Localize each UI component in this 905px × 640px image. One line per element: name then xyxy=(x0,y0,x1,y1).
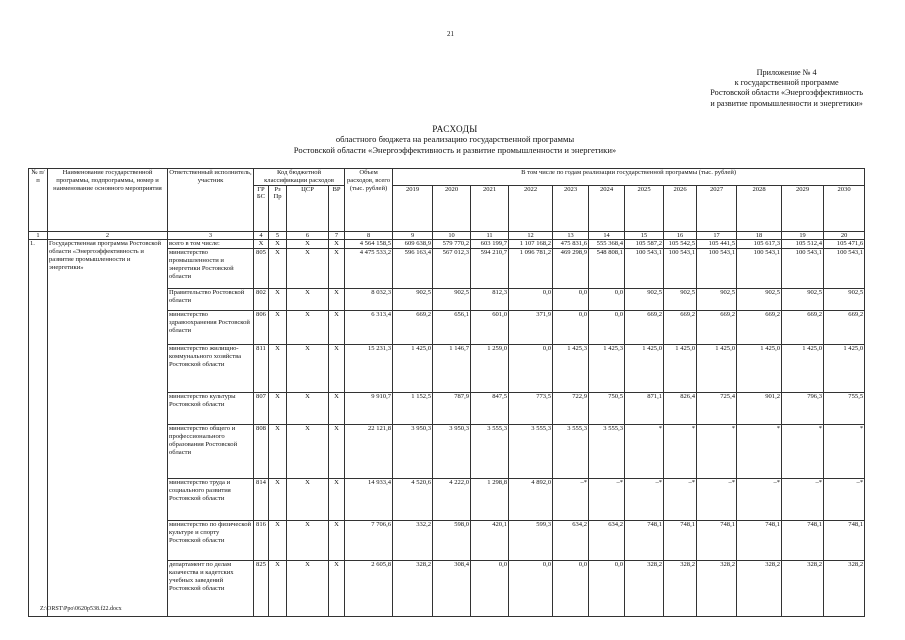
header-year: 2028 xyxy=(737,185,782,231)
csr-cell: Х xyxy=(287,289,329,311)
grbs-cell: 805 xyxy=(254,249,269,289)
appendix-note xyxy=(710,68,863,109)
year-value-cell: 105 587,2 xyxy=(625,240,664,249)
vr-cell: Х xyxy=(329,521,345,561)
header-name: Наименование государственной программы, подпрограммы, номер и наименование основного мероприятия xyxy=(48,169,168,232)
csr-cell: Х xyxy=(287,561,329,617)
year-value-cell: 669,2 xyxy=(782,311,824,345)
grbs-cell: 814 xyxy=(254,479,269,521)
year-value-cell: 1 425,0 xyxy=(824,345,865,393)
year-value-cell: 0,0 xyxy=(509,561,553,617)
year-value-cell: 755,5 xyxy=(824,393,865,425)
year-value-cell: 871,1 xyxy=(625,393,664,425)
year-value-cell: 1 096 781,2 xyxy=(509,249,553,289)
year-value-cell: 328,2 xyxy=(824,561,865,617)
year-value-cell: 669,2 xyxy=(737,311,782,345)
year-value-cell: 105 471,6 xyxy=(824,240,865,249)
year-value-cell: 796,3 xyxy=(782,393,824,425)
year-value-cell: 4 222,0 xyxy=(433,479,471,521)
csr-cell: Х xyxy=(287,240,329,249)
year-value-cell: 656,1 xyxy=(433,311,471,345)
executor-cell: министерство по физической культуре и спорту Ростовской области xyxy=(168,521,254,561)
grbs-cell: 811 xyxy=(254,345,269,393)
year-value-cell: 469 298,9 xyxy=(553,249,589,289)
column-number: 2 xyxy=(48,231,168,240)
column-number: 18 xyxy=(737,231,782,240)
year-value-cell: 1 425,0 xyxy=(782,345,824,393)
year-value-cell: –* xyxy=(824,479,865,521)
year-value-cell: * xyxy=(625,425,664,479)
header-grbs: ГР БС xyxy=(254,185,269,231)
rzpr-cell: Х xyxy=(269,240,287,249)
year-value-cell: 0,0 xyxy=(509,345,553,393)
total-cell: 7 706,6 xyxy=(345,521,393,561)
year-value-cell: 328,2 xyxy=(782,561,824,617)
year-value-cell: 748,1 xyxy=(824,521,865,561)
vr-cell: Х xyxy=(329,240,345,249)
year-value-cell: * xyxy=(824,425,865,479)
total-cell: 14 933,4 xyxy=(345,479,393,521)
header-years-group: В том числе по годам реализации государственной программы (тыс. рублей) xyxy=(393,169,865,186)
csr-cell: Х xyxy=(287,393,329,425)
total-cell: 8 032,3 xyxy=(345,289,393,311)
rzpr-cell: Х xyxy=(269,425,287,479)
year-value-cell: 3 555,3 xyxy=(553,425,589,479)
rzpr-cell: Х xyxy=(269,561,287,617)
year-value-cell: 596 163,4 xyxy=(393,249,433,289)
year-value-cell: 598,0 xyxy=(433,521,471,561)
year-value-cell: 328,2 xyxy=(625,561,664,617)
executor-cell: министерство общего и профессионального образования Ростовской области xyxy=(168,425,254,479)
title-line: РАСХОДЫ xyxy=(432,124,478,134)
year-value-cell: 1 425,0 xyxy=(393,345,433,393)
year-value-cell: * xyxy=(697,425,737,479)
year-value-cell: 4 520,6 xyxy=(393,479,433,521)
appendix-line: Приложение № 4 xyxy=(756,68,817,77)
header-year: 2026 xyxy=(664,185,697,231)
rzpr-cell: Х xyxy=(269,249,287,289)
vr-cell: Х xyxy=(329,311,345,345)
vr-cell: Х xyxy=(329,561,345,617)
year-value-cell: 100 543,1 xyxy=(824,249,865,289)
year-value-cell: 0,0 xyxy=(589,311,625,345)
executor-cell: министерство промышленности и энергетики Ростовской области xyxy=(168,249,254,289)
year-value-cell: 902,5 xyxy=(433,289,471,311)
total-cell: 15 231,3 xyxy=(345,345,393,393)
column-number: 4 xyxy=(254,231,269,240)
year-value-cell: 308,4 xyxy=(433,561,471,617)
header-year: 2023 xyxy=(553,185,589,231)
vr-cell: Х xyxy=(329,289,345,311)
year-value-cell: 902,5 xyxy=(393,289,433,311)
table-row xyxy=(29,240,865,249)
vr-cell: Х xyxy=(329,393,345,425)
year-value-cell: 3 555,3 xyxy=(471,425,509,479)
year-value-cell: 603 199,7 xyxy=(471,240,509,249)
year-value-cell: 1 298,8 xyxy=(471,479,509,521)
year-value-cell: –* xyxy=(589,479,625,521)
grbs-cell: 807 xyxy=(254,393,269,425)
file-path: Z:\ORST\Ppo\0620p538.f22.docx xyxy=(40,606,122,612)
year-value-cell: 3 555,3 xyxy=(589,425,625,479)
year-value-cell: 3 950,3 xyxy=(393,425,433,479)
header-executor: Ответственный исполнитель, участник xyxy=(168,169,254,232)
csr-cell: Х xyxy=(287,479,329,521)
column-number-row xyxy=(29,231,865,240)
program-number: 1. xyxy=(29,240,48,617)
year-value-cell: 750,5 xyxy=(589,393,625,425)
year-value-cell: 748,1 xyxy=(737,521,782,561)
csr-cell: Х xyxy=(287,311,329,345)
executor-cell: министерство жилищно-коммунального хозяйства Ростовской области xyxy=(168,345,254,393)
rzpr-cell: Х xyxy=(269,393,287,425)
header-year: 2019 xyxy=(393,185,433,231)
year-value-cell: 634,2 xyxy=(589,521,625,561)
year-value-cell: 100 543,1 xyxy=(625,249,664,289)
rzpr-cell: Х xyxy=(269,345,287,393)
year-value-cell: 555 368,4 xyxy=(589,240,625,249)
year-value-cell: 420,1 xyxy=(471,521,509,561)
column-number: 14 xyxy=(589,231,625,240)
year-value-cell: * xyxy=(737,425,782,479)
year-value-cell: 475 831,6 xyxy=(553,240,589,249)
year-value-cell: 773,5 xyxy=(509,393,553,425)
year-value-cell: 371,9 xyxy=(509,311,553,345)
year-value-cell: 105 617,3 xyxy=(737,240,782,249)
year-value-cell: 748,1 xyxy=(664,521,697,561)
header-year: 2025 xyxy=(625,185,664,231)
header-row xyxy=(29,169,865,186)
year-value-cell: 0,0 xyxy=(509,289,553,311)
year-value-cell: 748,1 xyxy=(697,521,737,561)
year-value-cell: 609 638,9 xyxy=(393,240,433,249)
grbs-cell: 825 xyxy=(254,561,269,617)
year-value-cell: 748,1 xyxy=(782,521,824,561)
rzpr-cell: Х xyxy=(269,289,287,311)
program-name: Государственная программа Ростовской области «Энергоэффективность и развитие промышленности и энергетики» xyxy=(48,240,168,617)
year-value-cell: 722,9 xyxy=(553,393,589,425)
title-line: Ростовской области «Энергоэффективность и развитие промышленности и энергетики» xyxy=(293,144,617,155)
year-value-cell: 669,2 xyxy=(625,311,664,345)
year-value-cell: 787,9 xyxy=(433,393,471,425)
year-value-cell: 634,2 xyxy=(553,521,589,561)
year-value-cell: 847,5 xyxy=(471,393,509,425)
executor-cell: министерство здравоохранения Ростовской области xyxy=(168,311,254,345)
year-value-cell: 748,1 xyxy=(625,521,664,561)
header-year: 2029 xyxy=(782,185,824,231)
year-value-cell: 105 542,5 xyxy=(664,240,697,249)
executor-cell: министерство труда и социального развития Ростовской области xyxy=(168,479,254,521)
grbs-cell: 808 xyxy=(254,425,269,479)
year-value-cell: 328,2 xyxy=(664,561,697,617)
grbs-cell: 802 xyxy=(254,289,269,311)
year-value-cell: 594 210,7 xyxy=(471,249,509,289)
header-rzpr: Рз Пр xyxy=(269,185,287,231)
column-number: 16 xyxy=(664,231,697,240)
column-number: 7 xyxy=(329,231,345,240)
year-value-cell: 1 425,3 xyxy=(589,345,625,393)
column-number: 11 xyxy=(471,231,509,240)
year-value-cell: 669,2 xyxy=(824,311,865,345)
header-year: 2021 xyxy=(471,185,509,231)
rzpr-cell: Х xyxy=(269,311,287,345)
vr-cell: Х xyxy=(329,345,345,393)
year-value-cell: 725,4 xyxy=(697,393,737,425)
csr-cell: Х xyxy=(287,249,329,289)
year-value-cell: 901,2 xyxy=(737,393,782,425)
year-value-cell: 1 146,7 xyxy=(433,345,471,393)
header-year: 2020 xyxy=(433,185,471,231)
year-value-cell: 1 425,0 xyxy=(697,345,737,393)
column-number: 17 xyxy=(697,231,737,240)
header-csr: ЦСР xyxy=(287,185,329,231)
year-value-cell: 599,3 xyxy=(509,521,553,561)
year-value-cell: 0,0 xyxy=(553,561,589,617)
header-volume: Объем расходов, всего (тыс. рублей) xyxy=(345,169,393,232)
csr-cell: Х xyxy=(287,345,329,393)
column-number: 1 xyxy=(29,231,48,240)
header-year: 2022 xyxy=(509,185,553,231)
document-title xyxy=(230,124,680,155)
year-value-cell: 548 808,1 xyxy=(589,249,625,289)
year-value-cell: 601,0 xyxy=(471,311,509,345)
column-number: 10 xyxy=(433,231,471,240)
year-value-cell: 100 543,1 xyxy=(737,249,782,289)
year-value-cell: 0,0 xyxy=(553,311,589,345)
csr-cell: Х xyxy=(287,521,329,561)
year-value-cell: 669,2 xyxy=(664,311,697,345)
year-value-cell: –* xyxy=(664,479,697,521)
total-cell: 22 121,8 xyxy=(345,425,393,479)
column-number: 13 xyxy=(553,231,589,240)
year-value-cell: –* xyxy=(553,479,589,521)
header-num: № п/п xyxy=(29,169,48,232)
grbs-cell: Х xyxy=(254,240,269,249)
title-line: областного бюджета на реализацию государственной программы xyxy=(335,134,575,145)
year-value-cell: 0,0 xyxy=(589,289,625,311)
year-value-cell: 1 425,0 xyxy=(664,345,697,393)
year-value-cell: 902,5 xyxy=(824,289,865,311)
year-value-cell: 0,0 xyxy=(553,289,589,311)
column-number: 19 xyxy=(782,231,824,240)
rzpr-cell: Х xyxy=(269,521,287,561)
year-value-cell: 328,2 xyxy=(393,561,433,617)
column-number: 3 xyxy=(168,231,254,240)
year-value-cell: 902,5 xyxy=(782,289,824,311)
appendix-line: и развитие промышленности и энергетики» xyxy=(710,98,863,108)
year-value-cell: 105 441,5 xyxy=(697,240,737,249)
year-value-cell: 0,0 xyxy=(471,561,509,617)
year-value-cell: 1 152,5 xyxy=(393,393,433,425)
column-number: 12 xyxy=(509,231,553,240)
year-value-cell: 328,2 xyxy=(697,561,737,617)
header-vr: ВР xyxy=(329,185,345,231)
column-number: 15 xyxy=(625,231,664,240)
year-value-cell: 328,2 xyxy=(737,561,782,617)
year-value-cell: 0,0 xyxy=(589,561,625,617)
year-value-cell: 1 259,0 xyxy=(471,345,509,393)
grbs-cell: 816 xyxy=(254,521,269,561)
column-number: 8 xyxy=(345,231,393,240)
total-cell: 9 910,7 xyxy=(345,393,393,425)
year-value-cell: 1 425,0 xyxy=(625,345,664,393)
executor-cell: министерство культуры Ростовской области xyxy=(168,393,254,425)
header-year: 2024 xyxy=(589,185,625,231)
year-value-cell: 902,5 xyxy=(697,289,737,311)
year-value-cell: 902,5 xyxy=(625,289,664,311)
year-value-cell: 902,5 xyxy=(664,289,697,311)
year-value-cell: 3 950,3 xyxy=(433,425,471,479)
executor-cell: департамент по делам казачества и кадетских учебных заведений Ростовской области xyxy=(168,561,254,617)
year-value-cell: * xyxy=(782,425,824,479)
grbs-cell: 806 xyxy=(254,311,269,345)
vr-cell: Х xyxy=(329,425,345,479)
year-value-cell: 105 512,4 xyxy=(782,240,824,249)
year-value-cell: 812,3 xyxy=(471,289,509,311)
year-value-cell: 1 425,3 xyxy=(553,345,589,393)
year-value-cell: 332,2 xyxy=(393,521,433,561)
year-value-cell: 3 555,3 xyxy=(509,425,553,479)
year-value-cell: 669,2 xyxy=(393,311,433,345)
year-value-cell: –* xyxy=(625,479,664,521)
year-value-cell: –* xyxy=(782,479,824,521)
rzpr-cell: Х xyxy=(269,479,287,521)
year-value-cell: 100 543,1 xyxy=(664,249,697,289)
year-value-cell: * xyxy=(664,425,697,479)
year-value-cell: 100 543,1 xyxy=(782,249,824,289)
header-year: 2030 xyxy=(824,185,865,231)
executor-cell: Правительство Ростовской области xyxy=(168,289,254,311)
appendix-line: к государственной программе xyxy=(734,78,839,88)
year-value-cell: 100 543,1 xyxy=(697,249,737,289)
total-cell: 4 564 158,5 xyxy=(345,240,393,249)
appendix-line: Ростовской области «Энергоэффективность xyxy=(710,88,863,98)
year-value-cell: 1 425,0 xyxy=(737,345,782,393)
header-budget-code: Код бюджетной классификации расходов xyxy=(254,169,345,186)
year-value-cell: –* xyxy=(697,479,737,521)
total-cell: 4 475 533,2 xyxy=(345,249,393,289)
vr-cell: Х xyxy=(329,249,345,289)
budget-table xyxy=(28,168,865,617)
year-value-cell: 567 012,3 xyxy=(433,249,471,289)
column-number: 5 xyxy=(269,231,287,240)
year-value-cell: 4 892,0 xyxy=(509,479,553,521)
year-value-cell: 669,2 xyxy=(697,311,737,345)
year-value-cell: 579 770,2 xyxy=(433,240,471,249)
year-value-cell: –* xyxy=(737,479,782,521)
year-value-cell: 1 107 168,2 xyxy=(509,240,553,249)
total-cell: 6 313,4 xyxy=(345,311,393,345)
header-year: 2027 xyxy=(697,185,737,231)
year-value-cell: 902,5 xyxy=(737,289,782,311)
page-number: 21 xyxy=(447,30,454,38)
executor-cell: всего в том числе: xyxy=(168,240,254,249)
column-number: 6 xyxy=(287,231,329,240)
column-number: 9 xyxy=(393,231,433,240)
csr-cell: Х xyxy=(287,425,329,479)
vr-cell: Х xyxy=(329,479,345,521)
column-number: 20 xyxy=(824,231,865,240)
total-cell: 2 605,8 xyxy=(345,561,393,617)
year-value-cell: 826,4 xyxy=(664,393,697,425)
